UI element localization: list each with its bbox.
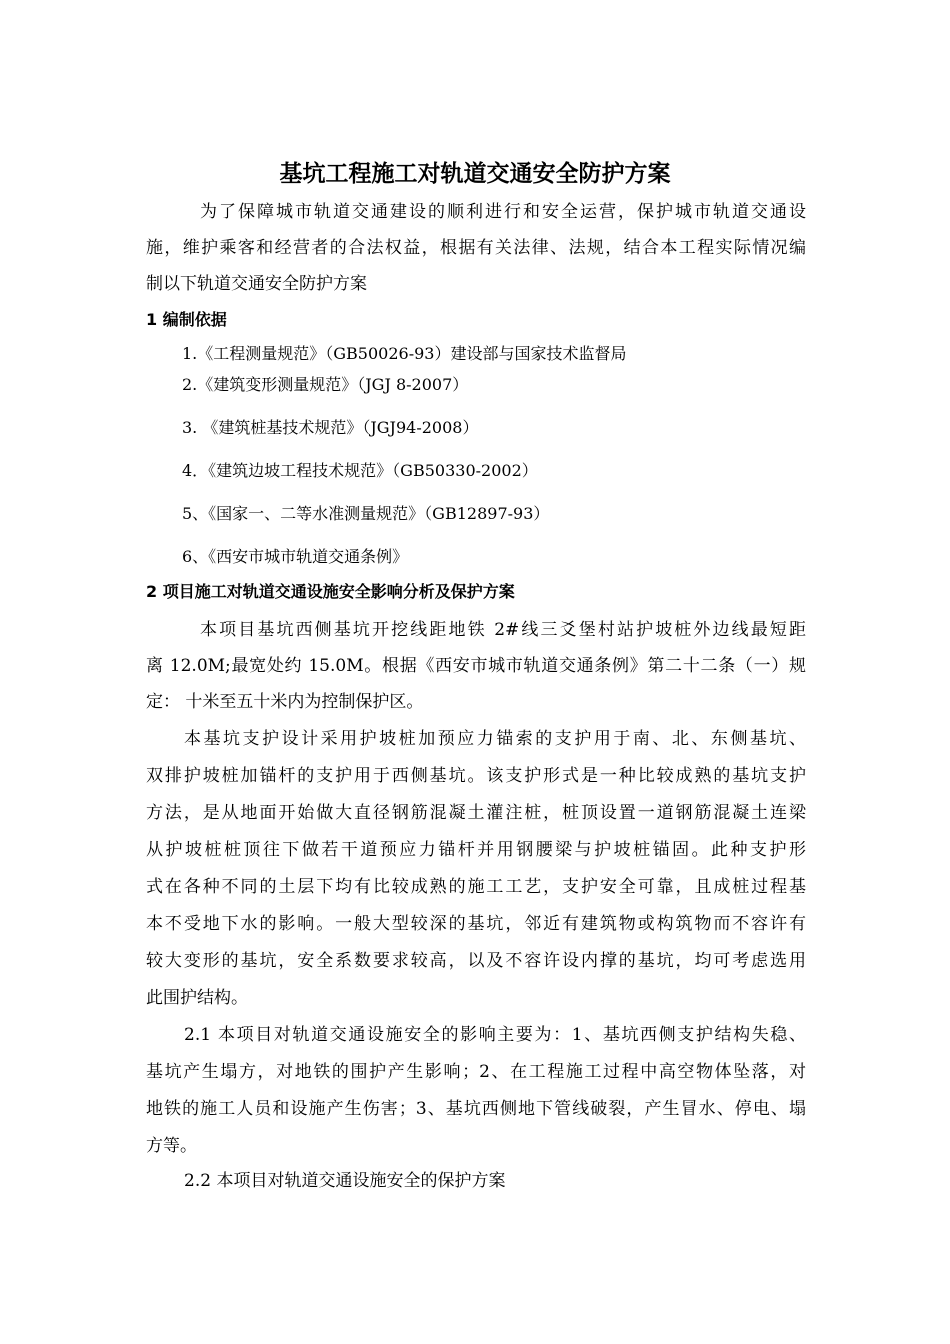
paragraph-line: 此围护结构。 xyxy=(146,988,248,1008)
paragraph-line: 本基坑支护设计采用护坡桩加预应力锚索的支护用于南、北、东侧基坑、 xyxy=(184,729,806,749)
paragraph-line: 2.1 本项目对轨道交通设施安全的影响主要为：1、基坑西侧支护结构失稳、 xyxy=(184,1025,806,1045)
paragraph-line: 离 12.0M;最宽处约 15.0M。根据《西安市城市轨道交通条例》第二十二条（一）规 xyxy=(146,656,806,676)
reference-item: 1.《工程测量规范》（GB50026-93）建设部与国家技术监督局 xyxy=(182,344,627,363)
paragraph-line: 本不受地下水的影响。一般大型较深的基坑，邻近有建筑物或构筑物而不容许有 xyxy=(146,914,806,934)
reference-item: 2.《建筑变形测量规范》（JGJ 8-2007） xyxy=(182,375,469,394)
intro-line: 制以下轨道交通安全防护方案 xyxy=(146,274,367,294)
paragraph-line: 定： 十米至五十米内为控制保护区。 xyxy=(146,692,424,712)
paragraph-line: 从护坡桩桩顶往下做若干道预应力锚杆并用钢腰梁与护坡桩锚固。此种支护形 xyxy=(146,840,806,860)
paragraph-line: 方等。 xyxy=(146,1136,197,1156)
intro-line: 施，维护乘客和经营者的合法权益，根据有关法律、法规，结合本工程实际情况编 xyxy=(146,238,806,258)
paragraph-line: 方法，是从地面开始做大直径钢筋混凝土灌注桩，桩顶设置一道钢筋混凝土连梁 xyxy=(146,803,806,823)
subsection-2-2-heading: 2.2 本项目对轨道交通设施安全的保护方案 xyxy=(184,1171,506,1191)
paragraph-line: 式在各种不同的土层下均有比较成熟的施工工艺，支护安全可靠，且成桩过程基 xyxy=(146,877,806,897)
document-title: 基坑工程施工对轨道交通安全防护方案 xyxy=(279,161,671,187)
paragraph-line: 基坑产生塌方，对地铁的围护产生影响；2、在工程施工过程中高空物体坠落，对 xyxy=(146,1062,806,1082)
paragraph-line: 较大变形的基坑，安全系数要求较高，以及不容许设内撑的基坑，均可考虑选用 xyxy=(146,951,806,971)
paragraph-line: 本项目基坑西侧基坑开挖线距地铁 2#线三爻堡村站护坡桩外边线最短距 xyxy=(200,620,806,640)
section-1-heading: 1 编制依据 xyxy=(146,310,227,329)
reference-item: 6、《西安市城市轨道交通条例》 xyxy=(182,547,409,566)
section-2-heading: 2 项目施工对轨道交通设施安全影响分析及保护方案 xyxy=(146,582,515,601)
reference-item: 5、《国家一、二等水准测量规范》（GB12897-93） xyxy=(182,504,550,523)
paragraph-line: 双排护坡桩加锚杆的支护用于西侧基坑。该支护形式是一种比较成熟的基坑支护 xyxy=(146,766,806,786)
reference-item: 3. 《建筑桩基技术规范》（JGJ94-2008） xyxy=(182,418,479,437)
paragraph-line: 地铁的施工人员和设施产生伤害；3、基坑西侧地下管线破裂，产生冒水、停电、塌 xyxy=(146,1099,806,1119)
intro-line: 为了保障城市轨道交通建设的顺利进行和安全运营，保护城市轨道交通设 xyxy=(200,202,806,222)
reference-item: 4．《建筑边坡工程技术规范》（GB50330-2002） xyxy=(182,461,538,480)
